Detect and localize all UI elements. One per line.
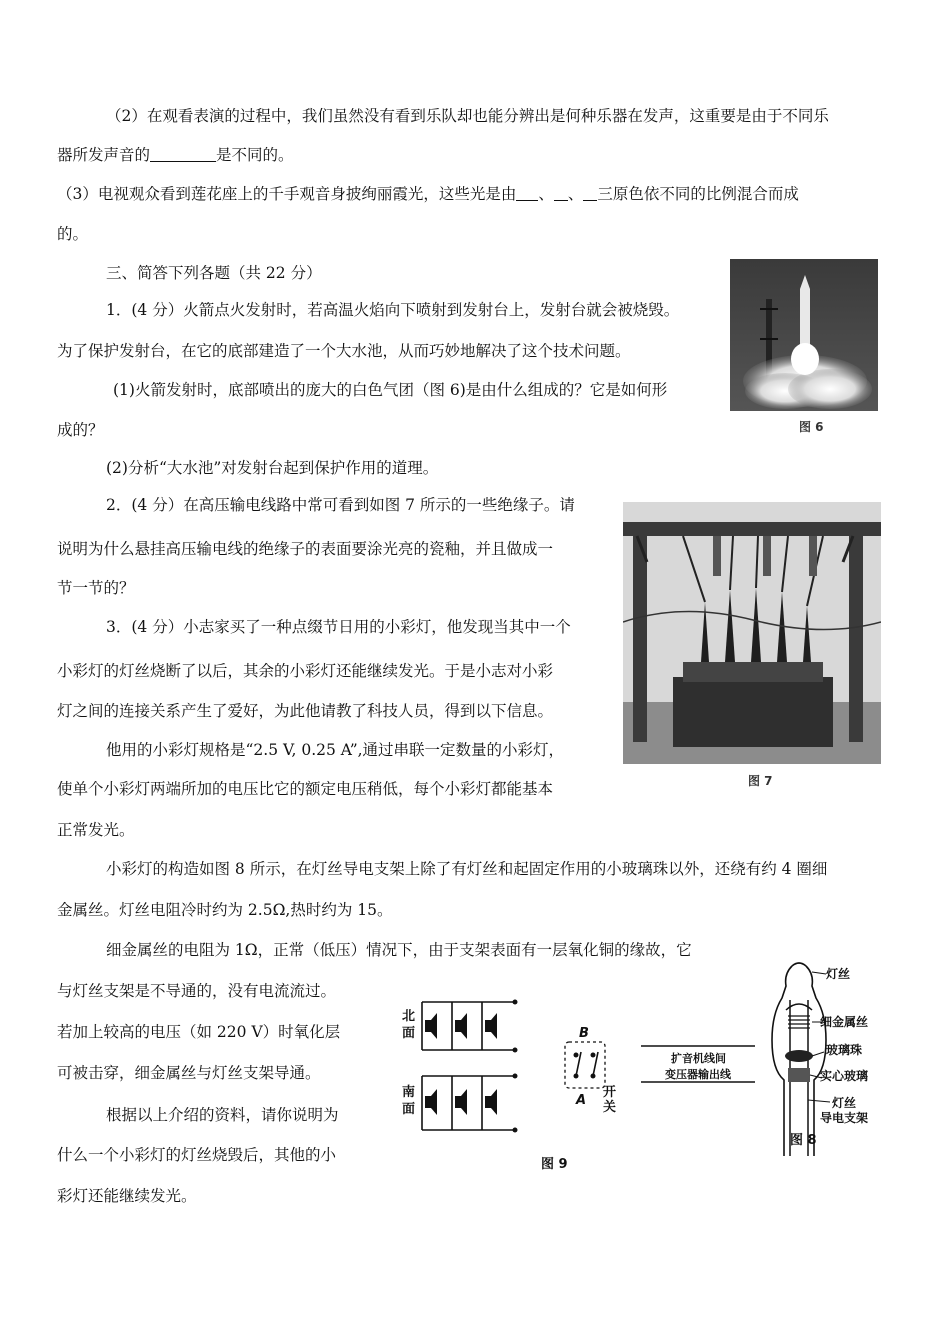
p1-line-2: 为了保护发射台，在它的底部建造了一个大水池，从而巧妙地解决了这个技术问题。 — [57, 342, 631, 360]
p3-line-3: 灯之间的连接关系产生了爱好，为此他请教了科技人员，得到以下信息。 — [57, 702, 554, 720]
q2-line-2-suffix: 是不同的。 — [216, 146, 294, 164]
p3-line-1: 3．(4 分）小志家买了一种点缀节日用的小彩灯，他发现当其中一个 — [106, 618, 571, 636]
answer-blank[interactable] — [516, 185, 538, 201]
fig7-caption: 图 7 — [748, 774, 773, 788]
p1-line-1: 1．(4 分）火箭点火发射时，若高温火焰向下喷射到发射台上，发射台就会被烧毁。 — [106, 301, 680, 319]
p6-line-3: 彩灯还能继续发光。 — [57, 1187, 197, 1205]
p2-line-3: 节一节的？ — [57, 579, 135, 597]
north-label-2: 面 — [402, 1026, 416, 1041]
label-solid-glass: 实心玻璃 — [820, 1069, 869, 1083]
insulator-photo — [623, 502, 881, 764]
answer-blank[interactable] — [554, 185, 568, 201]
p6-line-2: 什么一个小彩灯的灯丝烧毁后，其他的小 — [57, 1146, 337, 1164]
south-label-1: 南 — [402, 1085, 416, 1100]
answer-blank[interactable] — [150, 146, 216, 162]
north-label-1: 北 — [402, 1009, 416, 1024]
p6-line-1: 根据以上介绍的资料，请你说明为 — [106, 1106, 339, 1124]
lamp-structure-diagram — [760, 960, 885, 1160]
p2-line-1: 2．(4 分）在高压输电线路中常可看到如图 7 所示的一些绝缘子。请 — [106, 496, 575, 514]
q2-line-1: （2）在观看表演的过程中，我们虽然没有看到乐队却也能分辨出是何种乐器在发声，这重要是由于不同乐 — [106, 107, 829, 125]
p5-line-3: 若加上较高的电压（如 220 V）时氧化层 — [57, 1023, 341, 1041]
p3-line-4: 他用的小彩灯规格是“2.5 V, 0.25 A”,通过串联一定数量的小彩灯， — [106, 741, 565, 759]
p5-line-1: 细金属丝的电阻为 1Ω，正常（低压）情况下，由于支架表面有一层氧化铜的缘故，它 — [106, 941, 692, 959]
q3-line-1-suffix: 三原色依不同的比例混合而成 — [597, 185, 799, 203]
p3-line-2: 小彩灯的灯丝烧断了以后，其余的小彩灯还能继续发光。于是小志对小彩 — [57, 662, 554, 680]
switch-terminal-b: B — [579, 1026, 589, 1041]
q2-line-2-prefix: 器所发声音的 — [57, 146, 151, 164]
rocket-launch-photo — [730, 259, 878, 411]
p1-q1-line-1: (1)火箭发射时，底部喷出的庞大的白色气团（图 6)是由什么组成的？它是如何形 — [113, 381, 668, 399]
section-heading: 三、简答下列各题（共 22 分） — [106, 264, 322, 282]
label-support-1: 灯丝 — [832, 1096, 857, 1110]
label-glass-bead: 玻璃珠 — [826, 1043, 863, 1057]
p2-line-2: 说明为什么悬挂高压输电线的绝缘子的表面要涂光亮的瓷釉，并且做成一 — [57, 540, 554, 558]
p3-line-5: 使单个小彩灯两端所加的电压比它的额定电压稍低，每个小彩灯都能基本 — [57, 780, 554, 798]
p1-q1-line-2: 成的？ — [57, 421, 104, 439]
p3-line-6: 正常发光。 — [57, 821, 135, 839]
output-line-label-1: 扩音机线间 — [671, 1052, 726, 1065]
p5-line-4: 可被击穿，细金属丝与灯丝支架导通。 — [57, 1064, 321, 1082]
output-line-label-2: 变压器输出线 — [665, 1068, 731, 1081]
speaker-circuit-diagram — [395, 980, 765, 1180]
fig6-caption: 图 6 — [799, 420, 824, 434]
q2-line-2 — [57, 145, 294, 165]
switch-terminal-a: A — [576, 1093, 587, 1108]
fig9-caption: 图 9 — [541, 1157, 568, 1172]
south-label-2: 面 — [402, 1102, 416, 1117]
q3-line-1 — [57, 184, 799, 204]
label-filament: 灯丝 — [826, 967, 851, 981]
p5-line-2: 与灯丝支架是不导通的，没有电流流过。 — [57, 982, 337, 1000]
q3-separator: 、 — [538, 185, 554, 203]
answer-blank[interactable] — [583, 185, 597, 201]
p4-line-1: 小彩灯的构造如图 8 所示，在灯丝导电支架上除了有灯丝和起固定作用的小玻璃珠以外，还绕有约 4 圈细 — [106, 860, 828, 878]
label-support-2: 导电支架 — [820, 1111, 869, 1125]
switch-label-2: 关 — [603, 1100, 617, 1115]
switch-label-1: 开 — [603, 1085, 617, 1100]
p1-q2: (2)分析“大水池”对发射台起到保护作用的道理。 — [106, 459, 439, 477]
fig8-caption: 图 8 — [790, 1133, 817, 1148]
q3-line-1-prefix: （3）电视观众看到莲花座上的千手观音身披绚丽霞光，这些光是由 — [57, 185, 517, 203]
label-metal-wire: 细金属丝 — [820, 1015, 869, 1029]
p4-line-2: 金属丝。灯丝电阻冷时约为 2.5Ω,热时约为 15。 — [57, 901, 393, 919]
q3-line-2: 的。 — [57, 225, 89, 243]
q3-separator: 、 — [567, 185, 584, 203]
